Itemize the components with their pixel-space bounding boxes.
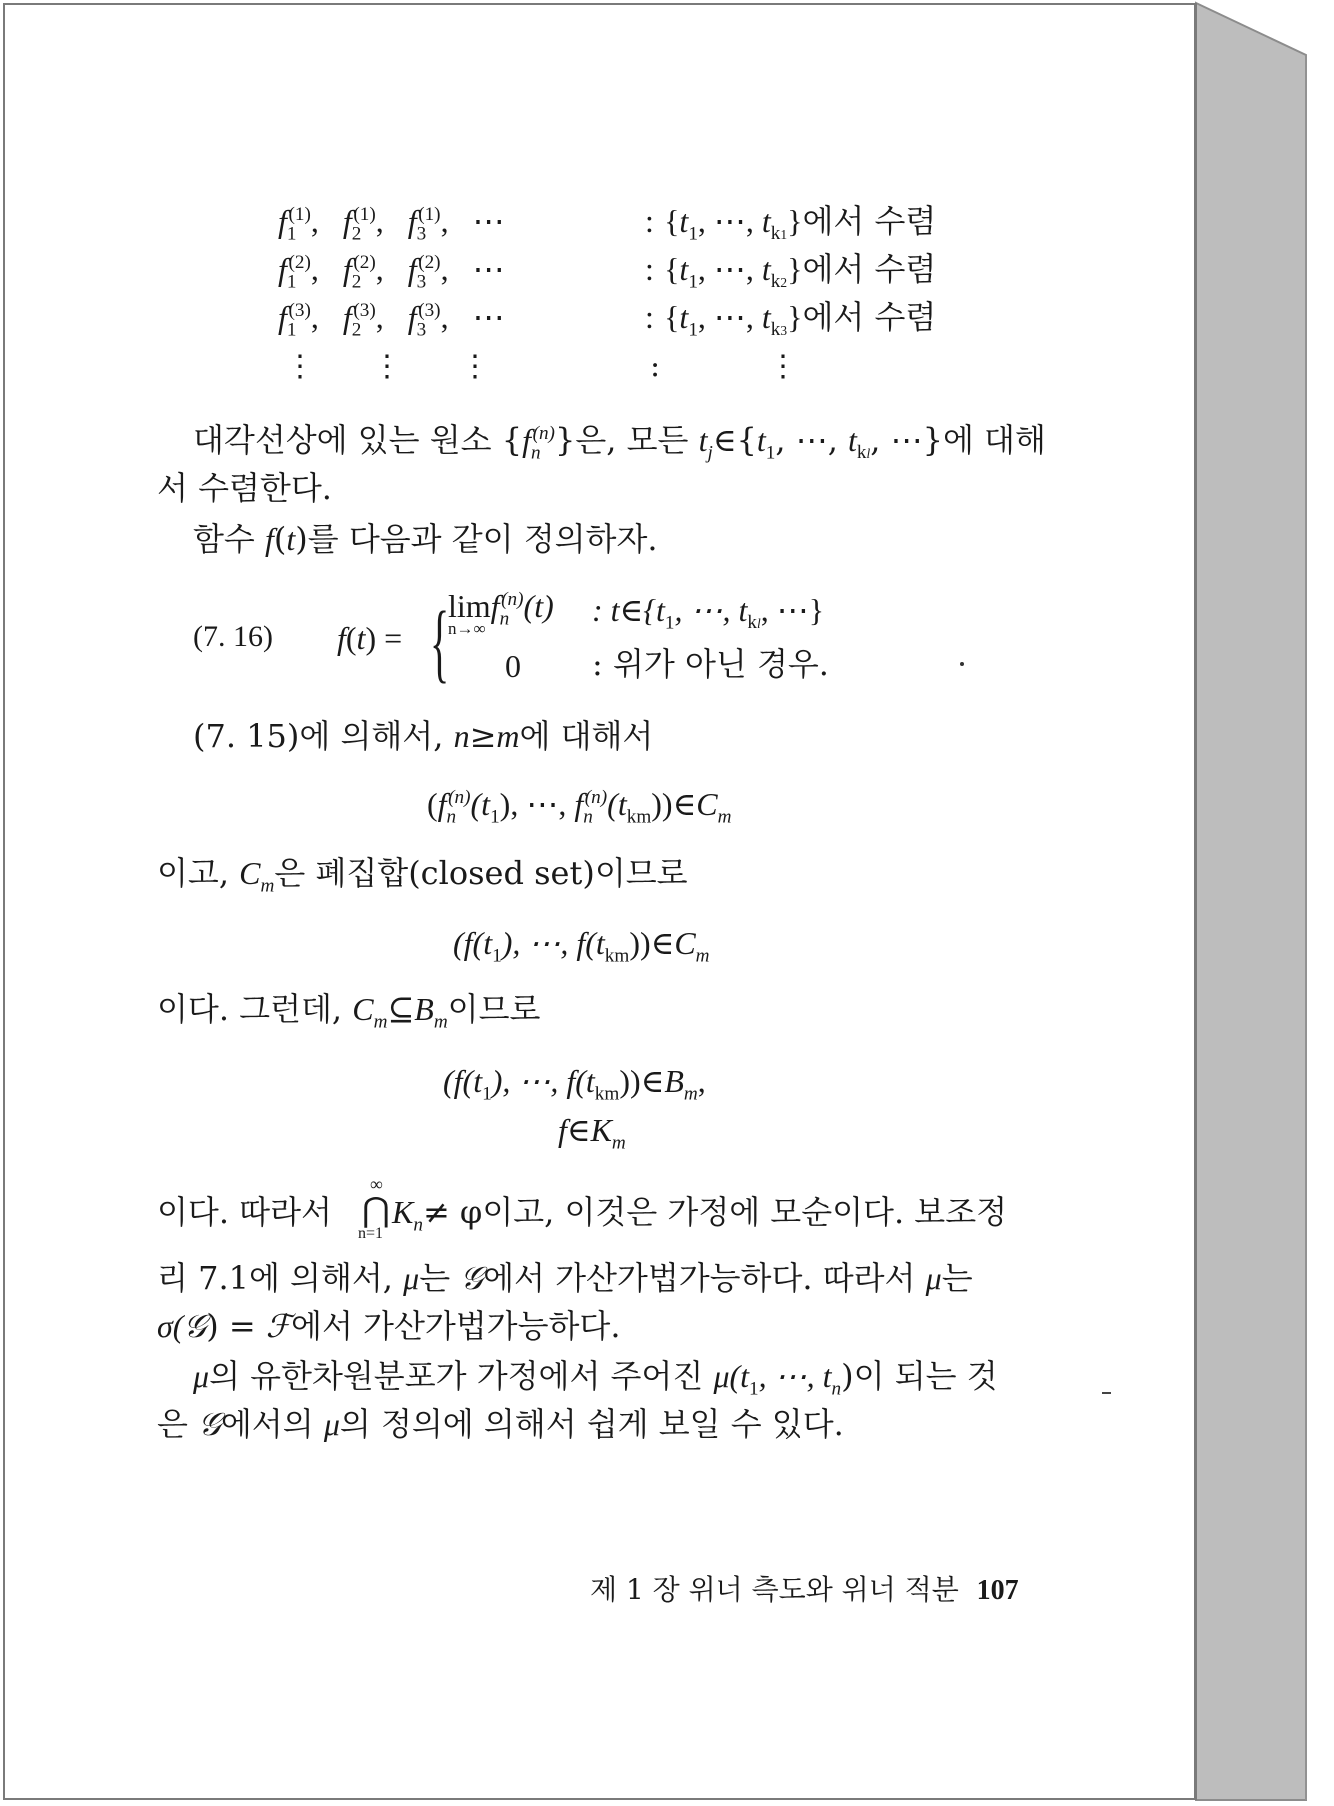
equation-f-in-Cm: ($f(t_1)$, ⋯, $f(t_{km}))\in C_m$ [453, 925, 710, 967]
equation-f-in-Km: $f\in K_m$ [558, 1112, 626, 1154]
seq-row-1-terms: $f_1^{(1)}$, $f_2^{(1)}$, $f_3^{(1)}$, ⋯ [278, 203, 505, 245]
seq-row-1-convergence: : {$t_1$, ⋯, $t_{k1}$}에서 수렴 [645, 202, 937, 245]
seq-row-3-terms: $f_1^{(3)}$, $f_2^{(3)}$, $f_3^{(3)}$, ⋯ [278, 299, 505, 341]
para-finite-dim-line-1: μ의 유한차원분포가 가정에서 주어진 $\mu(t_1$, ⋯, $t_n$)이 되는 것 [193, 1357, 998, 1400]
case-1-limit: limf$_n^{(n)}$(t) [448, 588, 554, 630]
page-sheet [3, 3, 1196, 1800]
vdots-col-1: ⋮ [285, 349, 315, 384]
para-closed-set: 이고, $C_m$은 폐집합(closed set)이므로 [157, 854, 688, 897]
case-2-condition: : 위가 아닌 경우. [592, 645, 829, 683]
para-contradiction-line-1a: 이다. 따라서 [157, 1193, 332, 1231]
running-footer [590, 1573, 1019, 1606]
scan-mark [1102, 1392, 1111, 1394]
intersection-lower-limit: n=1 [358, 1225, 384, 1242]
chapter-title: 제 1 장 위너 측도와 위너 적분 [590, 1573, 959, 1606]
scan-speck [960, 662, 964, 666]
equation-lhs: f(t) = [337, 620, 403, 656]
para-finite-dim-line-2: 은 𝒢에서의 μ의 정의에 의해서 쉽게 보일 수 있다. [157, 1405, 844, 1443]
vdots-col-2: ⋮ [372, 349, 402, 384]
equation-f-in-Bm: ($f(t_1)$, ⋯, $f(t_{km}))\in B_m$, [443, 1063, 706, 1105]
equation-fn-in-Cm: ($f_n^{(n)}(t_1)$, ⋯, $f_n^{(n)}(t_{km}))\in C_m$ [427, 786, 732, 828]
case-1-condition: : $t\in\{t_1$, ⋯, $t_{kl}$, ⋯} [592, 592, 825, 634]
para-diagonal-line-1: 대각선상에 있는 원소 $\{f_n^{(n)}\}$은, 모든 $t_j\in\{t_1$, ⋯, $t_{kl}$, ⋯}에 대해 [193, 421, 1046, 464]
page-number: 107 [976, 1575, 1019, 1606]
para-subset: 이다. 그런데, $C_m⊆B_m$이므로 [157, 990, 541, 1033]
seq-row-2-convergence: : {$t_1$, ⋯, $t_{k2}$}에서 수렴 [645, 250, 937, 293]
para-contradiction-line-2: 리 7.1에 의해서, μ는 𝒢에서 가산가법가능하다. 따라서 μ는 [157, 1259, 973, 1297]
seq-row-2-terms: $f_1^{(2)}$, $f_2^{(2)}$, $f_3^{(2)}$, ⋯ [278, 251, 505, 293]
para-define-function: 함수 f(t)를 다음과 같이 정의하자. [193, 520, 658, 558]
vdots-col-3: ⋮ [460, 349, 490, 384]
para-contradiction-line-3: σ(𝒢) = ℱ에서 가산가법가능하다. [157, 1307, 621, 1345]
para-contradiction-line-1b: $K_n\ne \varphi$이고, 이것은 가정에 모순이다. 보조정 [392, 1193, 1008, 1236]
para-diagonal-line-2: 서 수렴한다. [157, 469, 332, 507]
spine-face [1196, 3, 1306, 1800]
vdots-colon: : [650, 349, 661, 384]
vdots-col-5: ⋮ [768, 349, 798, 384]
limit-subscript: n→∞ [448, 619, 486, 638]
cases-brace: { [430, 592, 450, 692]
equation-label: (7. 16) [193, 620, 273, 653]
intersection-upper-limit: ∞ [370, 1174, 383, 1194]
case-2-value: 0 [505, 648, 521, 684]
para-by-7-15: (7. 15)에 의해서, n≥m에 대해서 [193, 717, 654, 755]
intersection-symbol: ⋂ [362, 1192, 390, 1229]
seq-row-3-convergence: : {$t_1$, ⋯, $t_{k3}$}에서 수렴 [645, 298, 937, 341]
